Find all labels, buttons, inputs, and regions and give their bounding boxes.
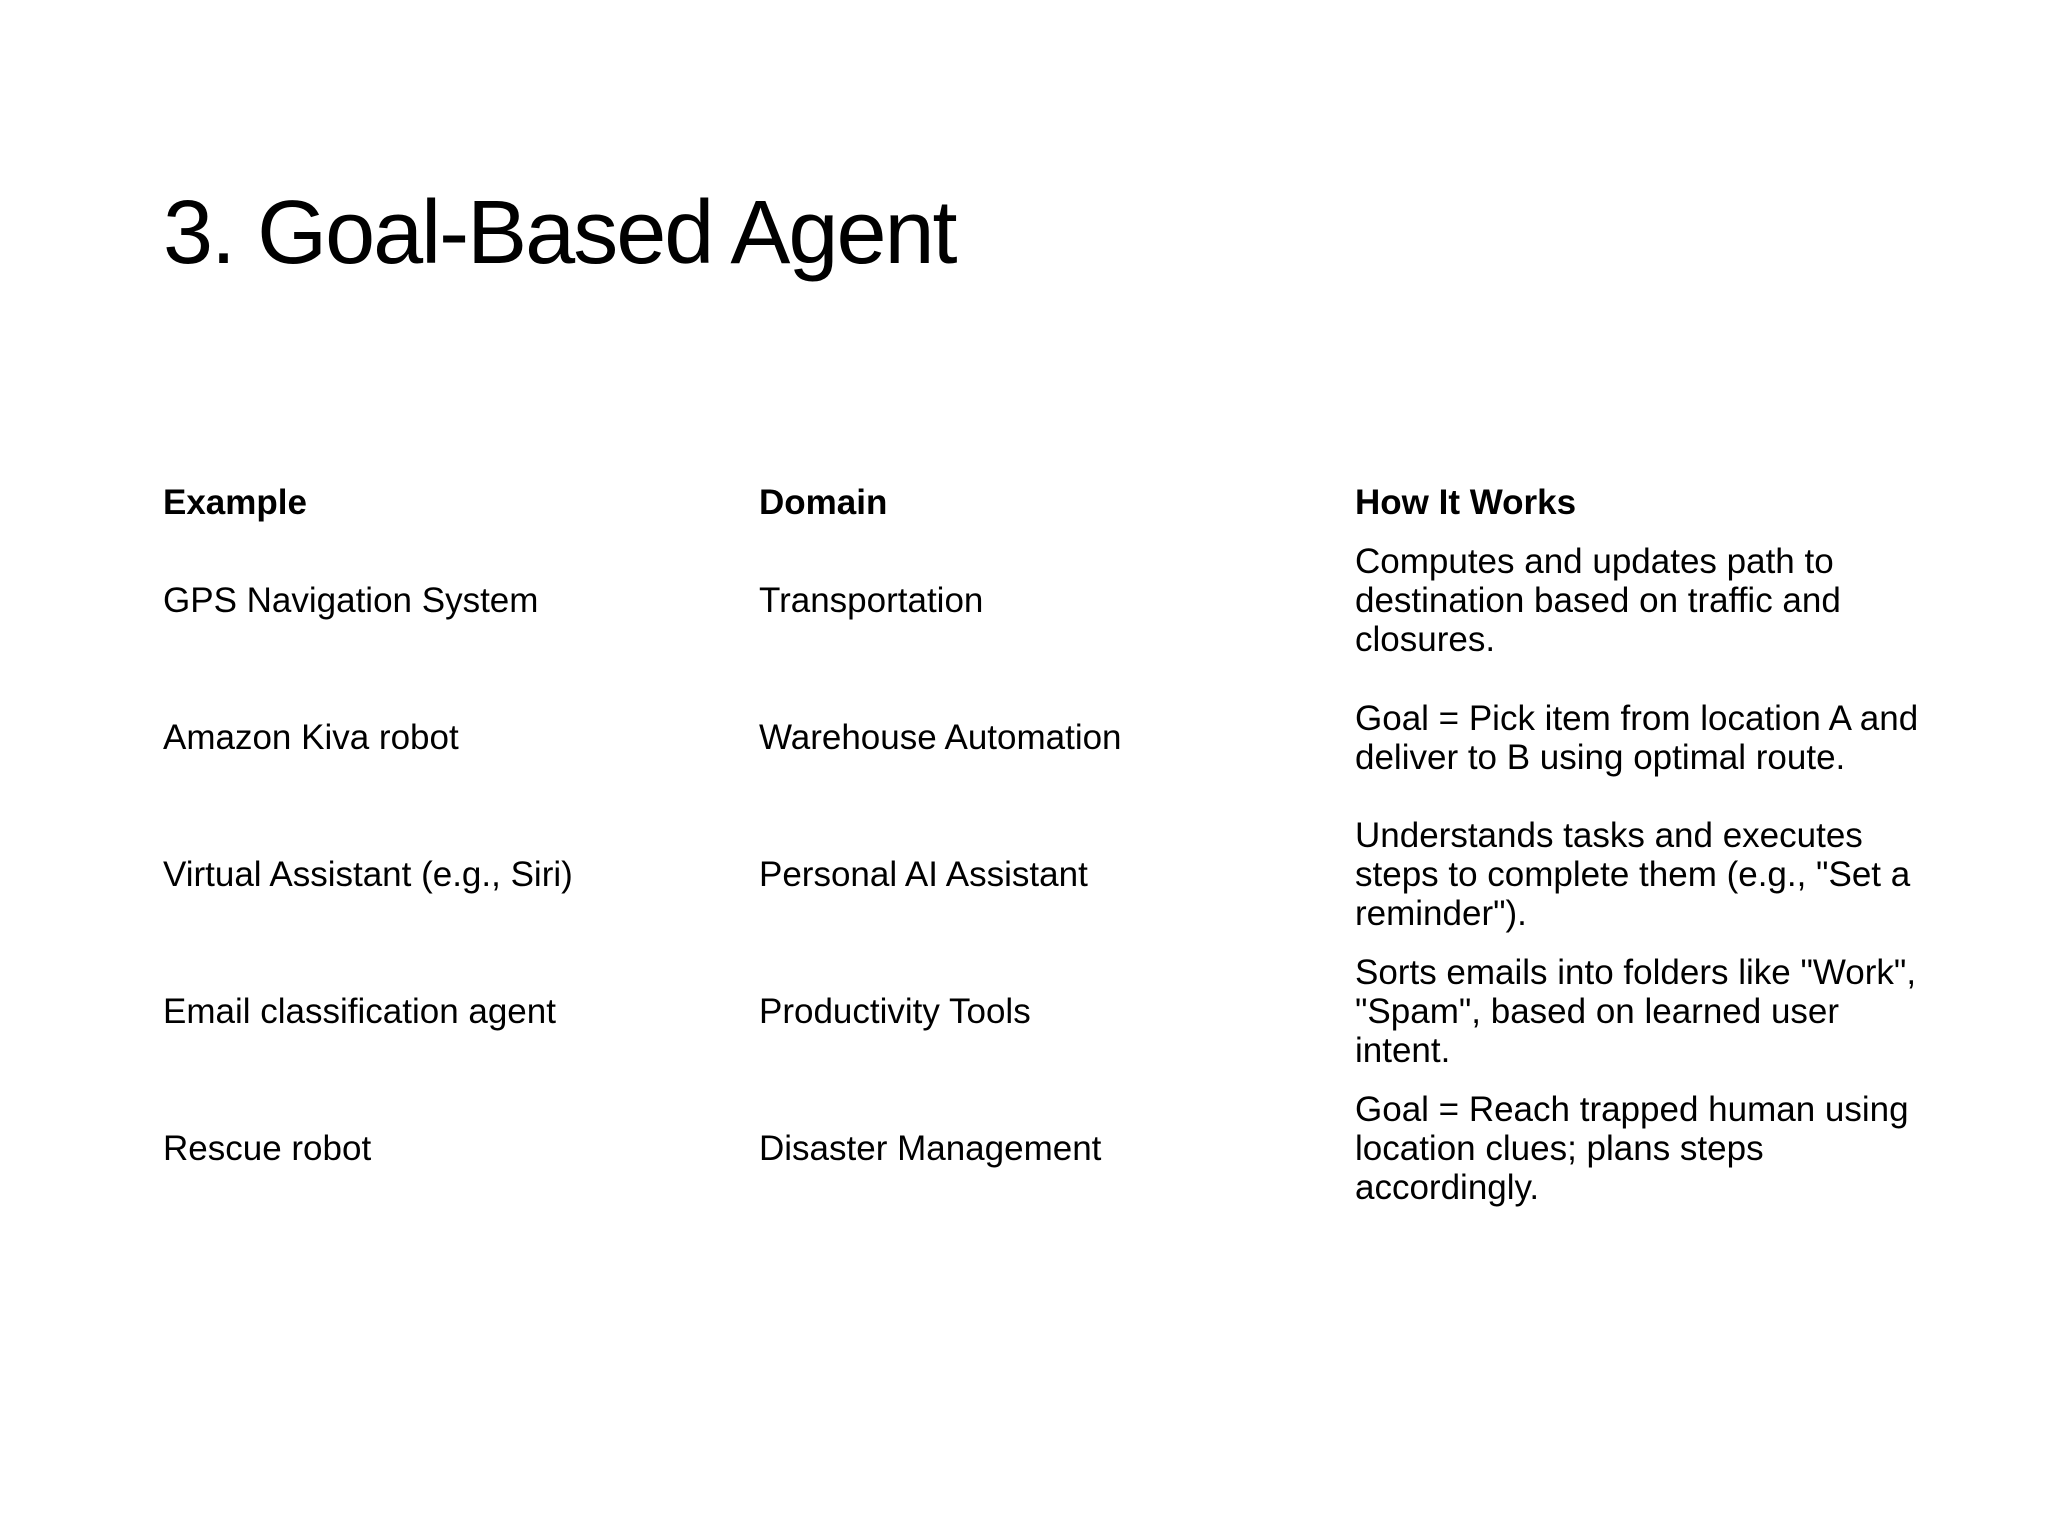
example-cell: Rescue robot — [163, 1129, 372, 1168]
column-header-domain: Domain — [759, 482, 888, 522]
domain-cell: Warehouse Automation — [759, 718, 1122, 757]
domain-cell: Disaster Management — [759, 1129, 1102, 1168]
example-cell: Amazon Kiva robot — [163, 718, 459, 757]
slide-title: 3. Goal-Based Agent — [163, 183, 956, 283]
example-cell: Virtual Assistant (e.g., Siri) — [163, 855, 573, 894]
domain-cell: Transportation — [759, 581, 984, 620]
domain-cell: Personal AI Assistant — [759, 855, 1088, 894]
how-it-works-cell: Goal = Reach trapped human using location clues; plans steps accordingly. — [1355, 1090, 1909, 1207]
how-it-works-cell: Computes and updates path to destination based on traffic and closures. — [1355, 542, 1841, 659]
table-row — [163, 532, 1923, 669]
how-it-works-cell: Understands tasks and executes steps to complete them (e.g., "Set a reminder"). — [1355, 816, 1911, 933]
example-cell: Email classification agent — [163, 992, 556, 1031]
how-it-works-cell: Sorts emails into folders like "Work", "Spam", based on learned user intent. — [1355, 953, 1917, 1070]
column-header-how-it-works: How It Works — [1355, 482, 1577, 522]
agent-examples-table — [163, 472, 1923, 1217]
table-row — [163, 1080, 1923, 1217]
table-row — [163, 669, 1923, 806]
domain-cell: Productivity Tools — [759, 992, 1031, 1031]
column-header-example: Example — [163, 482, 307, 522]
how-it-works-cell: Goal = Pick item from location A and deliver to B using optimal route. — [1355, 698, 1919, 777]
table-row — [163, 806, 1923, 943]
table-row — [163, 943, 1923, 1080]
example-cell: GPS Navigation System — [163, 581, 539, 620]
table-header-row — [163, 472, 1923, 532]
